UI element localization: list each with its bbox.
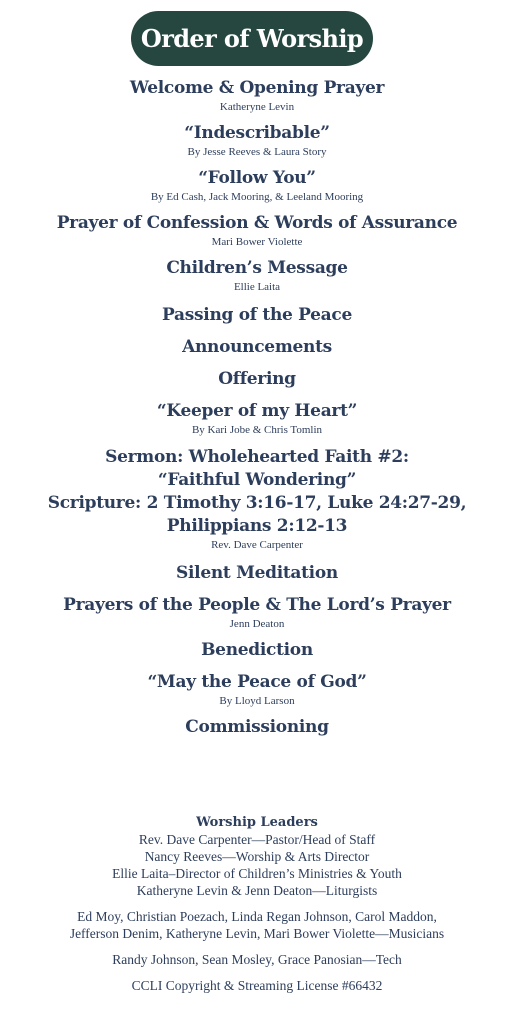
scripture-line: Scripture: 2 Timothy 3:16-17, Luke 24:27-29, xyxy=(47,493,467,513)
leader-line: Ellie Laita–Director of Children’s Ministries & Youth xyxy=(112,866,402,881)
list-item xyxy=(0,401,514,437)
leader-line: Rev. Dave Carpenter—Pastor/Head of Staff xyxy=(138,832,376,847)
list-item xyxy=(0,369,514,389)
item-title: Passing of the Peace xyxy=(162,305,352,325)
list-item xyxy=(0,563,514,583)
item-title: Commissioning xyxy=(185,717,329,737)
item-title: Benediction xyxy=(201,640,313,660)
list-item xyxy=(0,305,514,325)
item-subtitle: Jenn Deaton xyxy=(229,618,285,630)
list-item xyxy=(0,595,514,631)
list-item xyxy=(0,717,514,737)
item-subtitle: By Kari Jobe & Chris Tomlin xyxy=(191,424,323,436)
musicians-line: Ed Moy, Christian Poezach, Linda Regan Johnson, Carol Maddon, xyxy=(77,909,437,924)
item-subtitle: By Jesse Reeves & Laura Story xyxy=(187,146,327,158)
spacer xyxy=(0,899,514,908)
sermon-title-line: “Faithful Wondering” xyxy=(157,470,357,490)
item-title: Prayers of the People & The Lord’s Prayer xyxy=(63,595,451,615)
tech-line: Randy Johnson, Sean Mosley, Grace Panosian—Tech xyxy=(112,952,402,967)
list-item xyxy=(0,168,514,204)
item-title: Offering xyxy=(218,369,296,389)
credits-section xyxy=(0,815,514,994)
spacer xyxy=(0,942,514,951)
list-item xyxy=(0,213,514,249)
list-item xyxy=(0,672,514,708)
item-title: “Follow You” xyxy=(198,168,316,188)
spacer xyxy=(0,968,514,977)
page-title: Order of Worship xyxy=(140,24,364,53)
item-subtitle: Ellie Laita xyxy=(233,281,281,293)
item-title: Silent Meditation xyxy=(176,563,338,583)
order-list xyxy=(0,72,514,737)
item-subtitle: By Lloyd Larson xyxy=(219,695,295,707)
item-subtitle: Rev. Dave Carpenter xyxy=(211,539,303,551)
list-item xyxy=(0,123,514,159)
list-item xyxy=(0,337,514,357)
musicians-line: Jefferson Denim, Katheryne Levin, Mari Bower Violette—Musicians xyxy=(69,926,445,941)
item-title: Children’s Message xyxy=(166,258,348,278)
item-title: “Keeper of my Heart” xyxy=(156,401,358,421)
sermon-title-line: Sermon: Wholehearted Faith #2: xyxy=(105,447,409,467)
license-line: CCLI Copyright & Streaming License #66432 xyxy=(131,978,383,993)
order-of-worship-banner xyxy=(131,11,373,66)
item-title: Welcome & Opening Prayer xyxy=(129,78,385,98)
leader-line: Katheryne Levin & Jenn Deaton—Liturgists xyxy=(136,883,378,898)
item-subtitle: Mari Bower Violette xyxy=(211,236,303,248)
leader-line: Nancy Reeves—Worship & Arts Director xyxy=(144,849,370,864)
item-title: Prayer of Confession & Words of Assurance xyxy=(56,213,458,233)
list-item xyxy=(0,258,514,294)
item-title: “Indescribable” xyxy=(184,123,330,143)
list-item xyxy=(0,78,514,114)
item-subtitle: By Ed Cash, Jack Mooring, & Leeland Mooring xyxy=(150,191,364,203)
scripture-line: Philippians 2:12-13 xyxy=(166,516,348,536)
sermon-block xyxy=(0,446,514,552)
credits-heading: Worship Leaders xyxy=(196,815,318,830)
item-subtitle: Katheryne Levin xyxy=(219,101,295,113)
item-title: “May the Peace of God” xyxy=(147,672,367,692)
item-title: Announcements xyxy=(182,337,332,357)
list-item xyxy=(0,640,514,660)
